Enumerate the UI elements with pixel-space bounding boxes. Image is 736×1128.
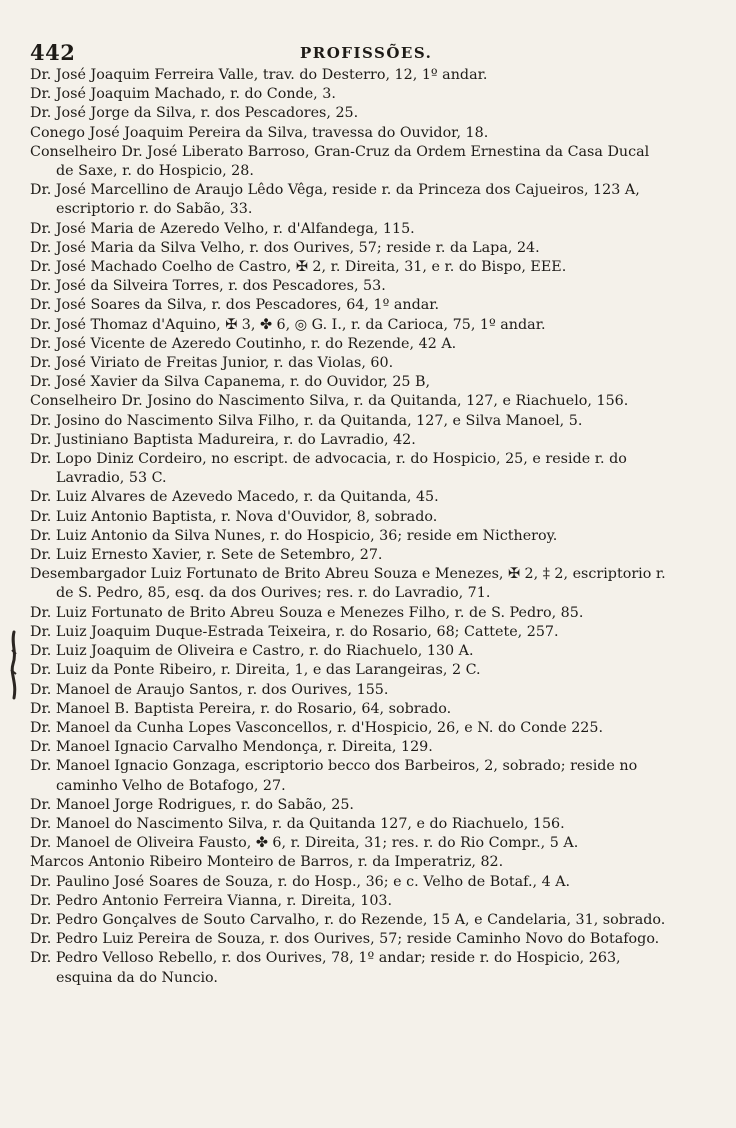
directory-entry: Dr. Manoel de Oliveira Fausto, ✤ 6, r. Direita, 31; res. r. do Rio Compr., 5 A. — [30, 835, 579, 852]
directory-entry: Dr. José Joaquim Machado, r. do Conde, 3. — [30, 86, 336, 103]
directory-entry: Dr. José Maria da Silva Velho, r. dos Ourives, 57; reside r. da Lapa, 24. — [30, 239, 540, 256]
directory-entry: Dr. José Jorge da Silva, r. dos Pescadores, 25. — [30, 105, 359, 122]
directory-entry: Dr. Manoel da Cunha Lopes Vasconcellos, r. d'Hospicio, 26, e N. do Conde 225. — [30, 719, 604, 736]
directory-entry: Dr. José Joaquim Ferreira Valle, trav. do Desterro, 12, 1º andar. — [30, 67, 488, 83]
directory-entry: Dr. Manoel Ignacio Gonzaga, escriptorio becco dos Barbeiros, 2, sobrado; reside no caminho Velho de Botafogo, 27. — [30, 758, 638, 794]
page-number: 442 — [30, 40, 76, 65]
directory-entry: Dr. Luiz Antonio Baptista, r. Nova d'Ouvidor, 8, sobrado. — [30, 508, 438, 525]
directory-entry: Dr. Luiz Joaquim de Oliveira e Castro, r. do Riachuelo, 130 A. — [30, 643, 474, 660]
directory-entry: Dr. Paulino José Soares de Souza, r. do Hosp., 36; e c. Velho de Botaf., 4 A. — [30, 873, 571, 890]
directory-entries — [30, 66, 670, 988]
directory-entry: Dr. Manoel B. Baptista Pereira, r. do Rosario, 64, sobrado. — [30, 700, 452, 717]
directory-entry: Dr. José Thomaz d'Aquino, ✠ 3, ✤ 6, ◎ G. I., r. da Carioca, 75, 1º andar. — [30, 316, 546, 333]
directory-entry: Dr. Pedro Antonio Ferreira Vianna, r. Direita, 103. — [30, 892, 393, 909]
directory-entry: Dr. Manoel de Araujo Santos, r. dos Ourives, 155. — [30, 681, 389, 698]
directory-entry: Conego José Joaquim Pereira da Silva, travessa do Ouvidor, 18. — [30, 124, 489, 141]
directory-entry: Dr. Manoel do Nascimento Silva, r. da Quitanda 127, e do Riachuelo, 156. — [30, 815, 565, 832]
directory-entry: Dr. José Viriato de Freitas Junior, r. das Violas, 60. — [30, 355, 394, 372]
directory-entry: Dr. Josino do Nascimento Silva Filho, r. da Quitanda, 127, e Silva Manoel, 5. — [30, 412, 583, 429]
directory-entry: Dr. Luiz Alvares de Azevedo Macedo, r. da Quitanda, 45. — [30, 489, 439, 506]
directory-entry: Dr. Luiz Fortunato de Brito Abreu Souza e Menezes Filho, r. de S. Pedro, 85. — [30, 604, 584, 621]
directory-entry: Dr. José Maria de Azeredo Velho, r. d'Alfandega, 115. — [30, 220, 415, 237]
directory-entry: Dr. José da Silveira Torres, r. dos Pescadores, 53. — [30, 278, 386, 295]
directory-entry: Desembargador Luiz Fortunato de Brito Abreu Souza e Menezes, ✠ 2, ‡ 2, escriptorio r. de S. Pedro, 85, esq. da dos Ourives; res. r. do Lavradio, 71. — [30, 566, 666, 602]
directory-entry: Dr. Manoel Ignacio Carvalho Mendonça, r. Direita, 129. — [30, 739, 433, 756]
directory-entry: Dr. Luiz Joaquim Duque-Estrada Teixeira, r. do Rosario, 68; Cattete, 257. — [30, 623, 559, 640]
directory-entry: Dr. Manoel Jorge Rodrigues, r. do Sabão, 25. — [30, 796, 354, 813]
directory-entry: Dr. Pedro Gonçalves de Souto Carvalho, r. do Rezende, 15 A, e Candelaria, 31, sobrado. — [30, 911, 666, 928]
directory-entry: Conselheiro Dr. Josino do Nascimento Silva, r. da Quitanda, 127, e Riachuelo, 156. — [30, 393, 629, 410]
directory-entry: Dr. Justiniano Baptista Madureira, r. do Lavradio, 42. — [30, 431, 416, 448]
directory-entry: Dr. Pedro Velloso Rebello, r. dos Ourives, 78, 1º andar; reside r. do Hospicio, 263, esquina da do Nuncio. — [30, 950, 621, 986]
directory-entry: Dr. José Xavier da Silva Capanema, r. do Ouvidor, 25 B, — [30, 374, 431, 391]
directory-entry: Marcos Antonio Ribeiro Monteiro de Barros, r. da Imperatriz, 82. — [30, 854, 504, 871]
directory-entry: Dr. José Soares da Silva, r. dos Pescadores, 64, 1º andar. — [30, 297, 440, 314]
directory-entry: Dr. Luiz Antonio da Silva Nunes, r. do Hospicio, 36; reside em Nictheroy. — [30, 527, 558, 544]
margin-ink-mark — [8, 630, 20, 700]
directory-entry: Dr. Luiz Ernesto Xavier, r. Sete de Setembro, 27. — [30, 547, 383, 564]
directory-entry: Dr. José Marcellino de Araujo Lêdo Vêga, reside r. da Princeza dos Cajueiros, 123 A, escriptorio r. do Sabão, 33. — [30, 182, 640, 218]
directory-entry: Dr. José Machado Coelho de Castro, ✠ 2, r. Direita, 31, e r. do Bispo, EEE. — [30, 259, 567, 276]
directory-entry: Dr. Luiz da Ponte Ribeiro, r. Direita, 1, e das Larangeiras, 2 C. — [30, 662, 481, 679]
running-title: PROFISSÕES. — [300, 44, 433, 62]
directory-entry: Dr. Lopo Diniz Cordeiro, no escript. de advocacia, r. do Hospicio, 25, e reside r. do Lavradio, 53 C. — [30, 451, 627, 487]
directory-entry: Dr. José Vicente de Azeredo Coutinho, r. do Rezende, 42 A. — [30, 335, 457, 352]
directory-entry: Conselheiro Dr. José Liberato Barroso, Gran-Cruz da Ordem Ernestina da Casa Ducal de Saxe, r. do Hospicio, 28. — [30, 143, 650, 180]
directory-entry: Dr. Pedro Luiz Pereira de Souza, r. dos Ourives, 57; reside Caminho Novo do Botafogo. — [30, 931, 660, 948]
page-header — [30, 40, 670, 66]
